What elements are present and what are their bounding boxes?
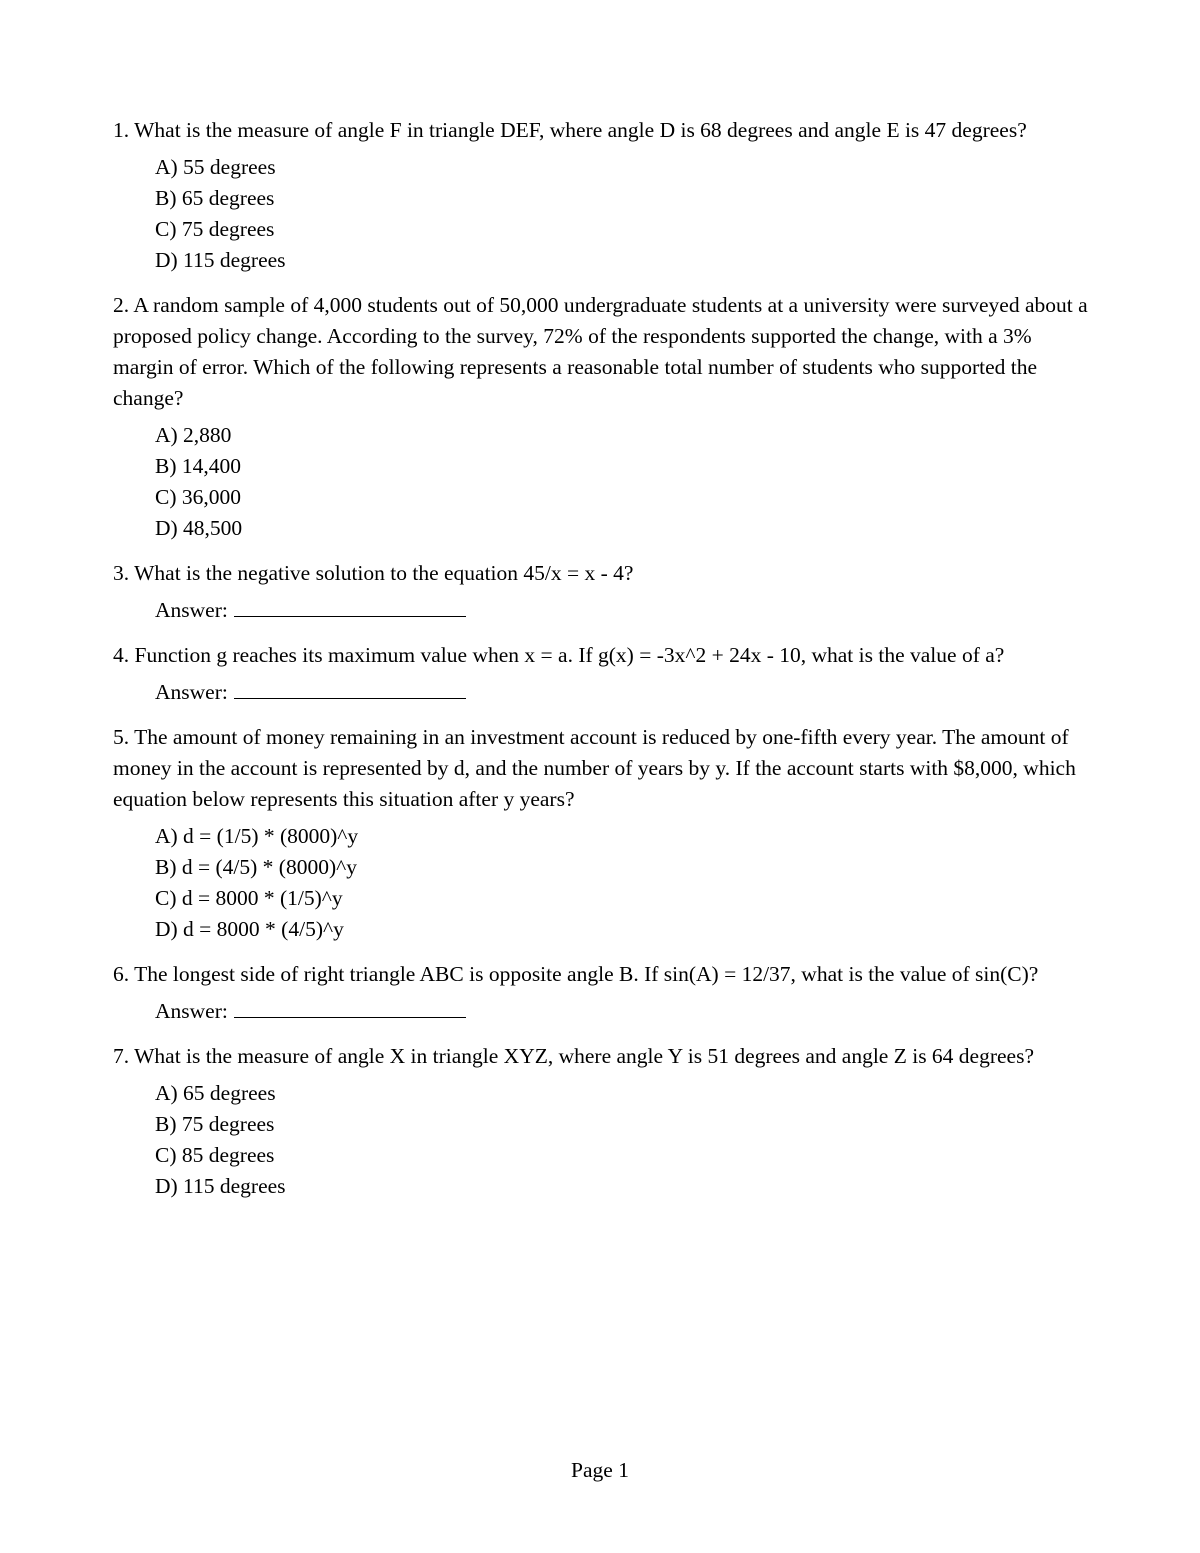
option-d: D) d = 8000 * (4/5)^y xyxy=(155,917,344,941)
question-6 xyxy=(113,959,1088,1027)
question-stem: 4. Function g reaches its maximum value when x = a. If g(x) = -3x^2 + 24x - 10, what is the value of a? xyxy=(113,643,1005,667)
option-b: B) 14,400 xyxy=(155,454,241,478)
question-4 xyxy=(113,640,1088,708)
answer-line xyxy=(113,677,1088,708)
worksheet-page xyxy=(113,115,1088,1216)
answer-blank[interactable] xyxy=(234,678,466,699)
option-b: B) 75 degrees xyxy=(155,1112,275,1136)
option-a: A) 65 degrees xyxy=(155,1081,276,1105)
option-d: D) 115 degrees xyxy=(155,248,286,272)
page-footer xyxy=(0,1455,1200,1486)
option-a: A) 2,880 xyxy=(155,423,232,447)
question-stem: 2. A random sample of 4,000 students out of 50,000 undergraduate students at a university were surveyed about a proposed policy change. According to the survey, 72% of the respondents supported the change, with a 3% margin of error. Which of the following represents a reasonable total number of students who supported the change? xyxy=(113,293,1088,410)
option-a: A) d = (1/5) * (8000)^y xyxy=(155,824,359,848)
question-3 xyxy=(113,558,1088,626)
question-7 xyxy=(113,1041,1088,1202)
answer-options xyxy=(113,1078,1088,1202)
option-b: B) 65 degrees xyxy=(155,186,275,210)
answer-label: Answer: xyxy=(155,680,228,704)
answer-label: Answer: xyxy=(155,999,228,1023)
answer-options xyxy=(113,420,1088,544)
question-stem: 7. What is the measure of angle X in triangle XYZ, where angle Y is 51 degrees and angle Z is 64 degrees? xyxy=(113,1044,1035,1068)
question-stem: 6. The longest side of right triangle ABC is opposite angle B. If sin(A) = 12/37, what is the value of sin(C)? xyxy=(113,962,1039,986)
question-stem: 5. The amount of money remaining in an investment account is reduced by one-fifth every year. The amount of money in the account is represented by d, and the number of years by y. If the account starts with $8,000, which equation below represents this situation after y years? xyxy=(113,725,1076,811)
option-c: C) 75 degrees xyxy=(155,217,275,241)
option-c: C) 36,000 xyxy=(155,485,241,509)
option-a: A) 55 degrees xyxy=(155,155,276,179)
question-2 xyxy=(113,290,1088,544)
answer-blank[interactable] xyxy=(234,596,466,617)
option-c: C) d = 8000 * (1/5)^y xyxy=(155,886,343,910)
option-d: D) 115 degrees xyxy=(155,1174,286,1198)
option-b: B) d = (4/5) * (8000)^y xyxy=(155,855,357,879)
answer-blank[interactable] xyxy=(234,997,466,1018)
answer-line xyxy=(113,595,1088,626)
answer-line xyxy=(113,996,1088,1027)
answer-options xyxy=(113,821,1088,945)
answer-label: Answer: xyxy=(155,598,228,622)
page-number: Page 1 xyxy=(571,1458,629,1482)
option-c: C) 85 degrees xyxy=(155,1143,275,1167)
question-5 xyxy=(113,722,1088,945)
answer-options xyxy=(113,152,1088,276)
question-1 xyxy=(113,115,1088,276)
option-d: D) 48,500 xyxy=(155,516,243,540)
question-stem: 1. What is the measure of angle F in triangle DEF, where angle D is 68 degrees and angle E is 47 degrees? xyxy=(113,118,1027,142)
question-stem: 3. What is the negative solution to the equation 45/x = x - 4? xyxy=(113,561,634,585)
